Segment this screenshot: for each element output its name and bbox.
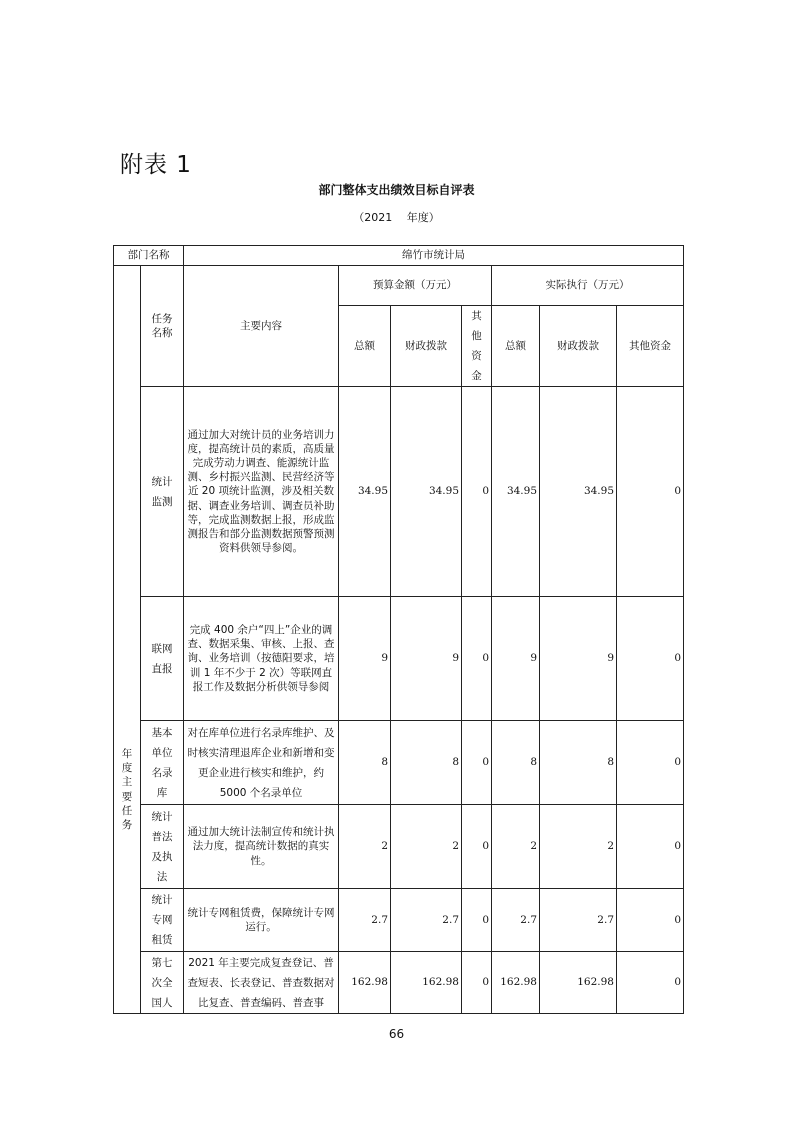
header-actual-group: 实际执行（万元） — [492, 266, 684, 306]
table-row — [114, 387, 684, 597]
table-row — [114, 721, 684, 805]
table-row — [114, 805, 684, 889]
actual-other: 0 — [617, 952, 684, 1014]
task-name: 统计专网租赁 — [151, 894, 173, 946]
dept-value: 绵竹市统计局 — [184, 246, 684, 266]
budget-fiscal: 2.7 — [391, 889, 462, 952]
budget-other: 0 — [462, 889, 492, 952]
task-content: 通过加大统计法制宣传和统计执法力度，提高统计数据的真实性。 — [184, 805, 339, 889]
task-name-cell — [141, 889, 184, 952]
actual-total: 2.7 — [492, 889, 540, 952]
budget-total: 2.7 — [339, 889, 391, 952]
actual-other: 0 — [617, 721, 684, 805]
task-name-cell — [141, 387, 184, 597]
performance-evaluation-table — [113, 245, 684, 1014]
task-content: 统计专网租赁费，保障统计专网运行。 — [184, 889, 339, 952]
budget-fiscal: 162.98 — [391, 952, 462, 1014]
actual-fiscal: 162.98 — [540, 952, 617, 1014]
budget-fiscal: 9 — [391, 597, 462, 721]
header-budget-total: 总额 — [339, 306, 391, 387]
budget-total: 34.95 — [339, 387, 391, 597]
budget-total: 2 — [339, 805, 391, 889]
actual-fiscal: 34.95 — [540, 387, 617, 597]
header-actual-other: 其他资金 — [617, 306, 684, 387]
actual-fiscal: 8 — [540, 721, 617, 805]
actual-total: 9 — [492, 597, 540, 721]
header-actual-total: 总额 — [492, 306, 540, 387]
actual-fiscal: 2 — [540, 805, 617, 889]
actual-other: 0 — [617, 597, 684, 721]
budget-fiscal: 34.95 — [391, 387, 462, 597]
task-name-cell — [141, 597, 184, 721]
actual-other: 0 — [617, 805, 684, 889]
budget-other: 0 — [462, 805, 492, 889]
year-line: （2021 年度） — [353, 211, 440, 224]
budget-total: 8 — [339, 721, 391, 805]
header-budget-other: 其他资金 — [471, 310, 482, 382]
table-row — [114, 597, 684, 721]
table-row — [114, 952, 684, 1014]
attachment-label: 附表 1 — [120, 152, 192, 178]
dept-row — [114, 246, 684, 266]
section-label: 年度主要任务 — [121, 747, 133, 831]
header-task-name: 任务名称 — [141, 266, 184, 387]
page-number: 66 — [388, 1027, 405, 1041]
header-budget-other-cell — [462, 306, 492, 387]
task-content: 完成 400 余户“四上”企业的调查、数据采集、审核、上报、查询、业务培训（按德阳要求，培训 1 年不少于 2 次）等联网直报工作及数据分析供领导参阅 — [184, 597, 339, 721]
task-content: 通过加大对统计员的业务培训力度，提高统计员的素质，高质量完成劳动力调查、能源统计监测、乡村振兴监测、民营经济等近 20 项统计监测，涉及相关数据、调查业务培训、调查员补助等，完成监测数据上报，形成监测报告和部分监测数据预警预测资料供领导参阅。 — [184, 387, 339, 597]
budget-fiscal: 2 — [391, 805, 462, 889]
budget-total: 9 — [339, 597, 391, 721]
budget-other: 0 — [462, 721, 492, 805]
budget-other: 0 — [462, 597, 492, 721]
actual-other: 0 — [617, 889, 684, 952]
actual-fiscal: 9 — [540, 597, 617, 721]
budget-total: 162.98 — [339, 952, 391, 1014]
task-name: 联网直报 — [151, 642, 173, 675]
task-content: 对在库单位进行名录库维护、及时核实清理退库企业和新增和变更企业进行核实和维护，约 5000 个名录单位 — [184, 721, 339, 805]
actual-fiscal: 2.7 — [540, 889, 617, 952]
dept-label: 部门名称 — [114, 246, 184, 266]
header-row-1 — [114, 266, 684, 306]
actual-total: 2 — [492, 805, 540, 889]
task-content: 2021 年主要完成复查登记、普查短表、长表登记、普查数据对比复查、普查编码、普查事 — [184, 952, 339, 1014]
actual-other: 0 — [617, 387, 684, 597]
header-budget-group: 预算金额（万元） — [339, 266, 492, 306]
task-name-cell — [141, 721, 184, 805]
task-name: 统计监测 — [151, 475, 173, 508]
budget-other: 0 — [462, 387, 492, 597]
header-actual-fiscal: 财政拨款 — [540, 306, 617, 387]
actual-total: 162.98 — [492, 952, 540, 1014]
task-name-cell — [141, 952, 184, 1014]
task-name: 统计普法及执法 — [151, 810, 173, 883]
header-budget-fiscal: 财政拨款 — [391, 306, 462, 387]
table-row — [114, 889, 684, 952]
task-name-cell — [141, 805, 184, 889]
header-main-content: 主要内容 — [184, 266, 339, 387]
task-name: 第七次全国人 — [151, 956, 173, 1009]
actual-total: 8 — [492, 721, 540, 805]
actual-total: 34.95 — [492, 387, 540, 597]
task-name: 基本单位名录库 — [151, 726, 173, 799]
budget-other: 0 — [462, 952, 492, 1014]
budget-fiscal: 8 — [391, 721, 462, 805]
table-title: 部门整体支出绩效目标自评表 — [318, 183, 475, 197]
section-label-cell — [114, 266, 141, 1014]
